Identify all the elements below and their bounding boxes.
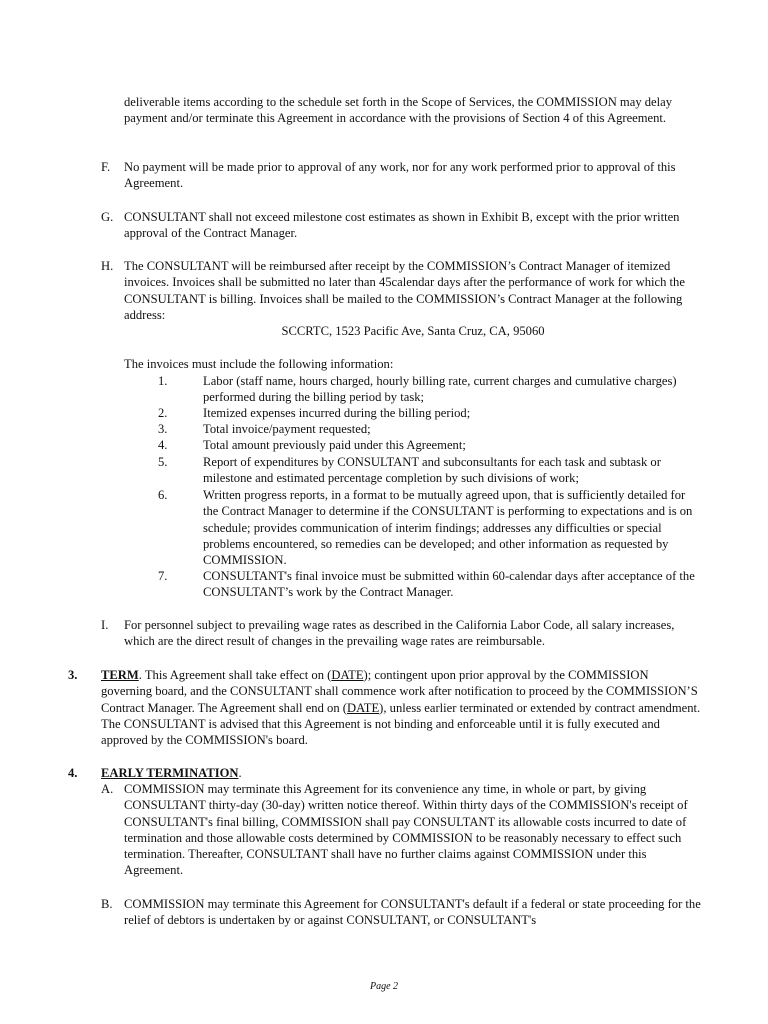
section-3-text-part: ), unless earlier terminated or extended by contract amendment. The CONSULTANT is advised that this Agreement is not binding and enforceable until it is fully executed and approved by the COMMISSION's board. (101, 700, 701, 748)
list-item (203, 568, 703, 601)
section-3-term (101, 667, 702, 748)
section-4-b (124, 896, 702, 929)
section-3-heading: TERM (101, 668, 139, 682)
item-i-label: I. (101, 618, 109, 632)
section-3-text-part: . This Agreement shall take effect on ( (138, 668, 332, 682)
list-item (203, 373, 703, 406)
continued-paragraph-text: deliverable items according to the schedule set forth in the Scope of Services, the COMMISSION may delay payment and/or terminate this Agreement in accordance with the provisions of Section 4 of this Agreement. (124, 95, 673, 126)
list-item (203, 421, 703, 437)
list-item (203, 437, 703, 453)
list-item-text: Itemized expenses incurred during the billing period; (203, 406, 471, 420)
section-4-b-text: COMMISSION may terminate this Agreement for CONSULTANT's default if a federal or state proceeding for the relief of debtors is undertaken by or against CONSULTANT, or CONSULTANT's (124, 897, 701, 928)
item-f-label: F. (101, 160, 111, 174)
list-item-text: CONSULTANT's final invoice must be submitted within 60-calendar days after acceptance of the CONSULTANT’s work by the Contract Manager. (203, 569, 695, 600)
mailing-address (124, 323, 702, 339)
list-item-number: 6. (158, 488, 168, 502)
item-i (124, 617, 702, 650)
list-item-number: 3. (158, 422, 168, 436)
section-4-a (124, 781, 702, 879)
list-item-text: Report of expenditures by CONSULTANT and subconsultants for each task and subtask or milestone and estimated percentage completion by such divisions of work; (203, 455, 661, 486)
item-i-text: For personnel subject to prevailing wage rates as described in the California Labor Code, all salary increases, which are the direct result of changes in the prevailing wage rates are reimbursable. (124, 618, 675, 649)
list-item (203, 454, 703, 487)
invoices-intro-text: The invoices must include the following information: (124, 357, 394, 371)
section-3-date-start: DATE (331, 668, 364, 682)
list-item-number: 1. (158, 374, 168, 388)
section-4-heading-suffix: . (238, 766, 242, 780)
list-item-text: Total amount previously paid under this Agreement; (203, 438, 466, 452)
item-h-label: H. (101, 259, 114, 273)
list-item (203, 487, 703, 568)
list-item-text: Written progress reports, in a format to be mutually agreed upon, that is sufficiently detailed for the Contract Manager to determine if the CONSULTANT is performing to expectations and is on schedule; provides communication of interim findings; addresses any difficulties or special problems encountered, so remedies can be developed; and other information as requested by COMMISSION. (203, 488, 693, 568)
section-3-number: 3. (68, 668, 78, 682)
list-item-number: 2. (158, 406, 168, 420)
item-h (124, 258, 702, 323)
item-h-text: The CONSULTANT will be reimbursed after receipt by the COMMISSION’s Contract Manager of itemized invoices. Invoices shall be submitted no later than 45calendar days after the performance of work for which the CONSULTANT is billing. Invoices shall be mailed to the COMMISSION’s Contract Manager at the following address: (124, 259, 685, 322)
section-4-b-label: B. (101, 897, 113, 911)
continued-paragraph (124, 94, 702, 127)
section-4-heading-line (101, 765, 702, 781)
item-g-label: G. (101, 210, 114, 224)
mailing-address-text: SCCRTC, 1523 Pacific Ave, Santa Cruz, CA, 95060 (281, 324, 545, 338)
section-3-date-end: DATE (346, 700, 380, 715)
list-item-text: Labor (staff name, hours charged, hourly billing rate, current charges and cumulative charges) performed during the billing period by task; (203, 374, 677, 405)
list-item-number: 7. (158, 569, 168, 583)
item-g-text: CONSULTANT shall not exceed milestone cost estimates as shown in Exhibit B, except with the prior written approval of the Contract Manager. (124, 210, 680, 241)
section-4-number: 4. (68, 766, 78, 780)
page-number: Page 2 (369, 981, 399, 992)
section-4-a-text: COMMISSION may terminate this Agreement for its convenience any time, in whole or part, by giving CONSULTANT thirty-day (30-day) written notice thereof. Within thirty days of the COMMISSION's receipt of CONSULTANT's final billing, COMMISSION shall pay CONSULTANT its allowable costs incurred to date of termination and those allowable costs determined by COMMISSION to be reasonably necessary to effect such termination. Thereafter, CONSULTANT shall have no further claims against COMMISSION under this Agreement. (124, 782, 688, 878)
list-item-number: 4. (158, 438, 168, 452)
section-4-heading: EARLY TERMINATION (101, 766, 239, 780)
invoices-intro (124, 356, 702, 372)
item-f-text: No payment will be made prior to approval of any work, nor for any work performed prior to approval of this Agreement. (124, 160, 676, 191)
list-item-text: Total invoice/payment requested; (203, 422, 371, 436)
list-item (203, 405, 703, 421)
section-4-a-label: A. (101, 782, 114, 796)
item-f (124, 159, 702, 192)
list-item-number: 5. (158, 455, 168, 469)
item-g (124, 209, 702, 242)
section-3-text-part: ); contingent upon prior approval by the COMMISSION governing board, and the CONSULTANT shall commence work after notification to proceed by the COMMISSION’S Contract Manager. The Agreement shall end on ( (101, 668, 698, 715)
